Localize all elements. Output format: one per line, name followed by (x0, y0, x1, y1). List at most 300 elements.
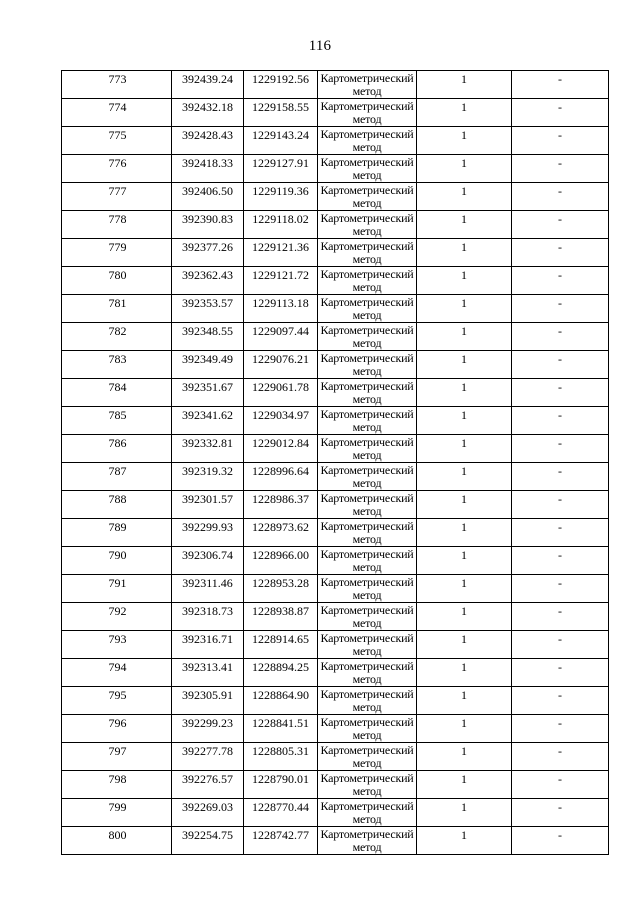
method-cell (318, 183, 417, 211)
point-number-text: 774 (108, 100, 127, 114)
y-coordinate-cell (244, 211, 318, 239)
x-coordinate-text: 392311.46 (182, 576, 233, 590)
x-coordinate-text: 392341.62 (182, 408, 233, 422)
description-text: - (558, 212, 562, 226)
description-text: - (558, 156, 562, 170)
x-coordinate-cell (172, 99, 244, 127)
description-text: - (558, 408, 562, 422)
accuracy-text: 1 (461, 548, 467, 562)
x-coordinate-cell (172, 519, 244, 547)
accuracy-text: 1 (461, 800, 467, 814)
y-coordinate-cell (244, 183, 318, 211)
point-number-text: 773 (108, 72, 127, 86)
method-cell (318, 407, 417, 435)
accuracy-cell (417, 211, 512, 239)
coordinates-table (61, 70, 609, 855)
y-coordinate-cell (244, 239, 318, 267)
accuracy-text: 1 (461, 520, 467, 534)
y-coordinate-cell (244, 575, 318, 603)
accuracy-text: 1 (461, 100, 467, 114)
table-row (62, 239, 609, 267)
description-text: - (558, 324, 562, 338)
accuracy-cell (417, 743, 512, 771)
accuracy-text: 1 (461, 268, 467, 282)
table-row (62, 407, 609, 435)
description-text: - (558, 520, 562, 534)
method-text: Картометрический метод (320, 547, 414, 574)
x-coordinate-cell (172, 267, 244, 295)
method-text: Картометрический метод (320, 295, 414, 322)
point-number-text: 792 (108, 604, 127, 618)
accuracy-cell (417, 519, 512, 547)
accuracy-cell (417, 127, 512, 155)
description-cell (512, 799, 609, 827)
description-cell (512, 407, 609, 435)
point-number-text: 782 (108, 324, 127, 338)
method-text: Картометрический метод (320, 183, 414, 210)
method-cell (318, 435, 417, 463)
x-coordinate-cell (172, 155, 244, 183)
point-number-text: 793 (108, 632, 127, 646)
accuracy-cell (417, 687, 512, 715)
accuracy-text: 1 (461, 296, 467, 310)
table-row (62, 99, 609, 127)
description-cell (512, 575, 609, 603)
description-text: - (558, 688, 562, 702)
method-text: Картометрический метод (320, 631, 414, 658)
point-number-cell (62, 267, 172, 295)
accuracy-cell (417, 295, 512, 323)
method-text: Картометрический метод (320, 267, 414, 294)
method-text: Картометрический метод (320, 379, 414, 406)
y-coordinate-cell (244, 267, 318, 295)
accuracy-text: 1 (461, 72, 467, 86)
table-row (62, 771, 609, 799)
description-text: - (558, 632, 562, 646)
method-cell (318, 99, 417, 127)
x-coordinate-text: 392418.33 (182, 156, 233, 170)
method-text: Картометрический метод (320, 99, 414, 126)
method-cell (318, 771, 417, 799)
y-coordinate-text: 1228770.44 (252, 800, 309, 814)
y-coordinate-cell (244, 491, 318, 519)
point-number-cell (62, 575, 172, 603)
description-text: - (558, 800, 562, 814)
method-cell (318, 547, 417, 575)
method-cell (318, 491, 417, 519)
accuracy-cell (417, 659, 512, 687)
y-coordinate-text: 1228805.31 (252, 744, 309, 758)
accuracy-cell (417, 183, 512, 211)
method-cell (318, 211, 417, 239)
method-text: Картометрический метод (320, 687, 414, 714)
y-coordinate-cell (244, 407, 318, 435)
table-row (62, 687, 609, 715)
x-coordinate-text: 392318.73 (182, 604, 233, 618)
point-number-cell (62, 155, 172, 183)
x-coordinate-text: 392377.26 (182, 240, 233, 254)
description-cell (512, 295, 609, 323)
x-coordinate-text: 392349.49 (182, 352, 233, 366)
x-coordinate-text: 392299.23 (182, 716, 233, 730)
method-cell (318, 715, 417, 743)
point-number-text: 790 (108, 548, 127, 562)
y-coordinate-cell (244, 295, 318, 323)
accuracy-cell (417, 603, 512, 631)
table-row (62, 211, 609, 239)
method-cell (318, 323, 417, 351)
description-text: - (558, 268, 562, 282)
point-number-text: 778 (108, 212, 127, 226)
y-coordinate-text: 1228973.62 (252, 520, 309, 534)
table-row (62, 715, 609, 743)
x-coordinate-cell (172, 631, 244, 659)
point-number-cell (62, 71, 172, 99)
x-coordinate-cell (172, 547, 244, 575)
point-number-text: 795 (108, 688, 127, 702)
method-text: Картометрический метод (320, 659, 414, 686)
description-text: - (558, 716, 562, 730)
point-number-cell (62, 351, 172, 379)
x-coordinate-text: 392353.57 (182, 296, 233, 310)
point-number-text: 797 (108, 744, 127, 758)
x-coordinate-text: 392362.43 (182, 268, 233, 282)
description-text: - (558, 744, 562, 758)
table-row (62, 155, 609, 183)
method-text: Картометрический метод (320, 435, 414, 462)
y-coordinate-cell (244, 155, 318, 183)
description-cell (512, 463, 609, 491)
point-number-cell (62, 743, 172, 771)
y-coordinate-cell (244, 603, 318, 631)
point-number-text: 788 (108, 492, 127, 506)
accuracy-cell (417, 155, 512, 183)
accuracy-cell (417, 407, 512, 435)
y-coordinate-cell (244, 799, 318, 827)
table-row (62, 659, 609, 687)
y-coordinate-cell (244, 827, 318, 855)
x-coordinate-text: 392316.71 (182, 632, 233, 646)
description-cell (512, 547, 609, 575)
description-cell (512, 603, 609, 631)
description-cell (512, 827, 609, 855)
accuracy-cell (417, 463, 512, 491)
point-number-cell (62, 211, 172, 239)
description-cell (512, 267, 609, 295)
accuracy-cell (417, 575, 512, 603)
method-cell (318, 659, 417, 687)
y-coordinate-text: 1229113.18 (252, 296, 309, 310)
x-coordinate-cell (172, 715, 244, 743)
accuracy-text: 1 (461, 716, 467, 730)
accuracy-text: 1 (461, 212, 467, 226)
table-row (62, 519, 609, 547)
x-coordinate-text: 392348.55 (182, 324, 233, 338)
x-coordinate-cell (172, 71, 244, 99)
method-cell (318, 267, 417, 295)
x-coordinate-text: 392432.18 (182, 100, 233, 114)
table-row (62, 127, 609, 155)
table-row (62, 603, 609, 631)
x-coordinate-cell (172, 239, 244, 267)
table-row (62, 183, 609, 211)
description-text: - (558, 548, 562, 562)
x-coordinate-cell (172, 407, 244, 435)
y-coordinate-cell (244, 99, 318, 127)
accuracy-text: 1 (461, 632, 467, 646)
x-coordinate-cell (172, 659, 244, 687)
accuracy-cell (417, 771, 512, 799)
method-text: Картометрический метод (320, 743, 414, 770)
method-text: Картометрический метод (320, 211, 414, 238)
accuracy-cell (417, 71, 512, 99)
point-number-text: 777 (108, 184, 127, 198)
description-cell (512, 127, 609, 155)
x-coordinate-cell (172, 827, 244, 855)
point-number-cell (62, 687, 172, 715)
point-number-text: 781 (108, 296, 127, 310)
accuracy-cell (417, 239, 512, 267)
point-number-text: 796 (108, 716, 127, 730)
accuracy-text: 1 (461, 688, 467, 702)
table-row (62, 379, 609, 407)
description-text: - (558, 604, 562, 618)
description-cell (512, 715, 609, 743)
point-number-cell (62, 463, 172, 491)
y-coordinate-text: 1229119.36 (252, 184, 309, 198)
accuracy-text: 1 (461, 128, 467, 142)
point-number-text: 791 (108, 576, 127, 590)
point-number-text: 794 (108, 660, 127, 674)
description-text: - (558, 240, 562, 254)
accuracy-text: 1 (461, 408, 467, 422)
method-text: Картометрический метод (320, 575, 414, 602)
method-cell (318, 463, 417, 491)
table-row (62, 743, 609, 771)
x-coordinate-cell (172, 687, 244, 715)
x-coordinate-cell (172, 603, 244, 631)
y-coordinate-cell (244, 659, 318, 687)
x-coordinate-cell (172, 435, 244, 463)
x-coordinate-cell (172, 771, 244, 799)
point-number-cell (62, 547, 172, 575)
accuracy-cell (417, 491, 512, 519)
y-coordinate-text: 1229192.56 (252, 72, 309, 86)
point-number-text: 786 (108, 436, 127, 450)
y-coordinate-text: 1228938.87 (252, 604, 309, 618)
description-cell (512, 659, 609, 687)
y-coordinate-cell (244, 771, 318, 799)
point-number-text: 776 (108, 156, 127, 170)
description-cell (512, 519, 609, 547)
method-text: Картометрический метод (320, 603, 414, 630)
x-coordinate-cell (172, 323, 244, 351)
y-coordinate-text: 1229121.72 (252, 268, 309, 282)
description-cell (512, 99, 609, 127)
y-coordinate-text: 1228953.28 (252, 576, 309, 590)
accuracy-cell (417, 715, 512, 743)
method-text: Картометрический метод (320, 715, 414, 742)
point-number-cell (62, 659, 172, 687)
accuracy-text: 1 (461, 772, 467, 786)
method-cell (318, 575, 417, 603)
y-coordinate-cell (244, 323, 318, 351)
description-cell (512, 771, 609, 799)
description-text: - (558, 72, 562, 86)
x-coordinate-cell (172, 127, 244, 155)
x-coordinate-cell (172, 379, 244, 407)
description-cell (512, 631, 609, 659)
description-text: - (558, 772, 562, 786)
accuracy-cell (417, 379, 512, 407)
description-text: - (558, 296, 562, 310)
description-text: - (558, 492, 562, 506)
x-coordinate-text: 392306.74 (182, 548, 233, 562)
x-coordinate-cell (172, 211, 244, 239)
accuracy-text: 1 (461, 184, 467, 198)
x-coordinate-text: 392254.75 (182, 828, 233, 842)
description-cell (512, 183, 609, 211)
method-cell (318, 799, 417, 827)
description-cell (512, 743, 609, 771)
table-row (62, 575, 609, 603)
point-number-cell (62, 127, 172, 155)
y-coordinate-text: 1229061.78 (252, 380, 309, 394)
description-text: - (558, 380, 562, 394)
method-cell (318, 71, 417, 99)
table-row (62, 799, 609, 827)
accuracy-cell (417, 827, 512, 855)
y-coordinate-cell (244, 547, 318, 575)
y-coordinate-text: 1228966.00 (252, 548, 309, 562)
y-coordinate-text: 1229121.36 (252, 240, 309, 254)
y-coordinate-text: 1229034.97 (252, 408, 309, 422)
accuracy-cell (417, 267, 512, 295)
method-text: Картометрический метод (320, 351, 414, 378)
method-text: Картометрический метод (320, 71, 414, 98)
method-cell (318, 155, 417, 183)
x-coordinate-text: 392332.81 (182, 436, 233, 450)
method-text: Картометрический метод (320, 323, 414, 350)
accuracy-text: 1 (461, 576, 467, 590)
point-number-cell (62, 799, 172, 827)
y-coordinate-text: 1228790.01 (252, 772, 309, 786)
method-text: Картометрический метод (320, 463, 414, 490)
y-coordinate-text: 1229097.44 (252, 324, 309, 338)
description-cell (512, 351, 609, 379)
point-number-cell (62, 239, 172, 267)
description-text: - (558, 660, 562, 674)
description-text: - (558, 436, 562, 450)
method-cell (318, 127, 417, 155)
x-coordinate-cell (172, 799, 244, 827)
description-text: - (558, 100, 562, 114)
point-number-cell (62, 379, 172, 407)
description-text: - (558, 464, 562, 478)
point-number-text: 799 (108, 800, 127, 814)
y-coordinate-cell (244, 631, 318, 659)
accuracy-text: 1 (461, 744, 467, 758)
point-number-text: 784 (108, 380, 127, 394)
method-cell (318, 379, 417, 407)
x-coordinate-cell (172, 743, 244, 771)
table-row (62, 463, 609, 491)
y-coordinate-text: 1228841.51 (252, 716, 309, 730)
accuracy-text: 1 (461, 464, 467, 478)
y-coordinate-cell (244, 715, 318, 743)
table-row (62, 631, 609, 659)
y-coordinate-text: 1228914.65 (252, 632, 309, 646)
y-coordinate-text: 1228894.25 (252, 660, 309, 674)
description-text: - (558, 352, 562, 366)
x-coordinate-text: 392301.57 (182, 492, 233, 506)
x-coordinate-text: 392390.83 (182, 212, 233, 226)
method-text: Картометрический метод (320, 239, 414, 266)
method-cell (318, 603, 417, 631)
description-cell (512, 211, 609, 239)
description-text: - (558, 576, 562, 590)
x-coordinate-text: 392351.67 (182, 380, 233, 394)
accuracy-text: 1 (461, 156, 467, 170)
point-number-cell (62, 183, 172, 211)
table-row (62, 71, 609, 99)
method-text: Картометрический метод (320, 155, 414, 182)
accuracy-text: 1 (461, 604, 467, 618)
description-cell (512, 239, 609, 267)
y-coordinate-cell (244, 463, 318, 491)
y-coordinate-cell (244, 435, 318, 463)
y-coordinate-cell (244, 379, 318, 407)
y-coordinate-text: 1228996.64 (252, 464, 309, 478)
method-cell (318, 295, 417, 323)
x-coordinate-text: 392319.32 (182, 464, 233, 478)
accuracy-text: 1 (461, 240, 467, 254)
point-number-cell (62, 827, 172, 855)
accuracy-text: 1 (461, 828, 467, 842)
y-coordinate-cell (244, 743, 318, 771)
point-number-cell (62, 435, 172, 463)
description-text: - (558, 828, 562, 842)
y-coordinate-text: 1229143.24 (252, 128, 309, 142)
method-cell (318, 519, 417, 547)
table-row (62, 435, 609, 463)
table-row (62, 827, 609, 855)
y-coordinate-text: 1228742.77 (252, 828, 309, 842)
y-coordinate-cell (244, 127, 318, 155)
y-coordinate-text: 1229118.02 (252, 212, 309, 226)
description-cell (512, 155, 609, 183)
method-text: Картометрический метод (320, 127, 414, 154)
coordinates-table-body (62, 71, 609, 855)
method-text: Картометрический метод (320, 491, 414, 518)
point-number-text: 800 (108, 828, 127, 842)
y-coordinate-text: 1229127.91 (252, 156, 309, 170)
accuracy-text: 1 (461, 324, 467, 338)
description-cell (512, 491, 609, 519)
point-number-cell (62, 295, 172, 323)
x-coordinate-text: 392439.24 (182, 72, 233, 86)
point-number-text: 785 (108, 408, 127, 422)
method-cell (318, 827, 417, 855)
point-number-cell (62, 603, 172, 631)
x-coordinate-text: 392277.78 (182, 744, 233, 758)
point-number-text: 780 (108, 268, 127, 282)
x-coordinate-cell (172, 463, 244, 491)
point-number-cell (62, 491, 172, 519)
accuracy-cell (417, 631, 512, 659)
accuracy-cell (417, 351, 512, 379)
accuracy-text: 1 (461, 660, 467, 674)
